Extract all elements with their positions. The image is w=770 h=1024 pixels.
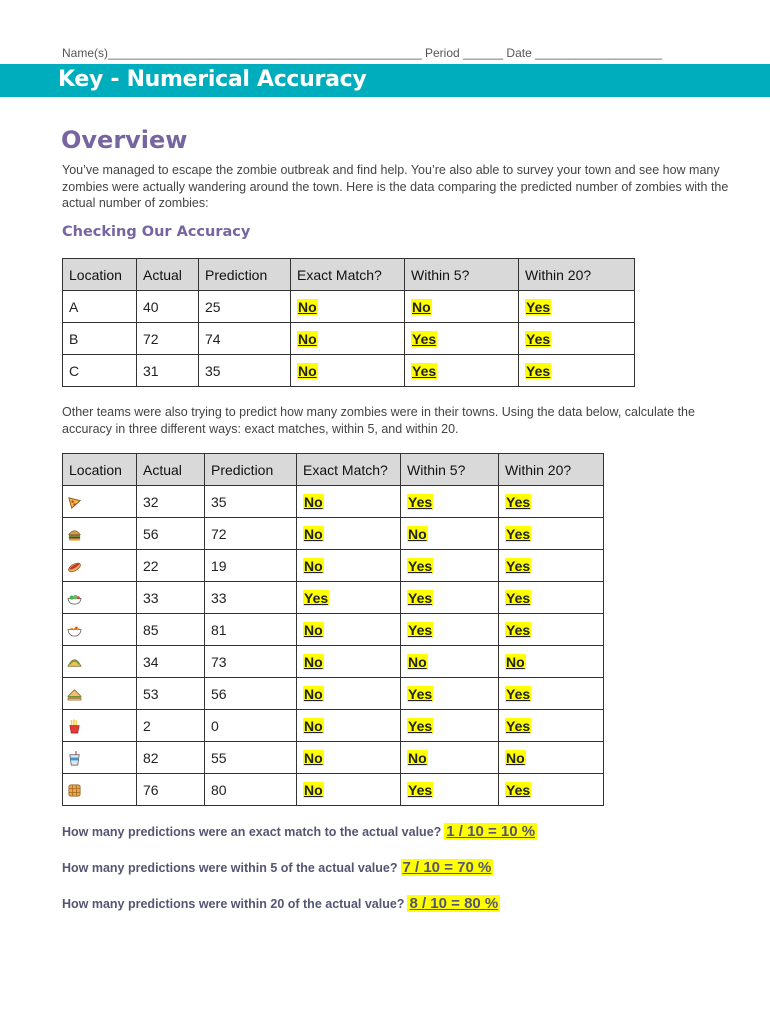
table-cell: 0 (205, 710, 297, 742)
table-cell (401, 710, 499, 742)
answer-highlight: Yes (304, 589, 329, 606)
table-cell: B (63, 323, 137, 355)
page-title: Key - Numerical Accuracy (58, 67, 367, 92)
table-cell: C (63, 355, 137, 387)
table-cell: 76 (137, 774, 205, 806)
instructions-paragraph: Other teams were also trying to predict how many zombies were in their towns. Using the data below, calculate the accuracy in three different ways: exact matches, within 5, and within 20. (62, 405, 695, 436)
table-cell (291, 355, 405, 387)
table-row (63, 678, 604, 710)
answer-highlight: Yes (412, 362, 437, 379)
table-cell: 19 (205, 550, 297, 582)
question-exact-match (62, 823, 537, 840)
table-cell (297, 486, 401, 518)
table-row (63, 742, 604, 774)
table-row (63, 774, 604, 806)
table-cell (499, 742, 604, 774)
pizza-icon (67, 495, 82, 510)
table-cell: 32 (137, 486, 205, 518)
table-cell: 35 (199, 355, 291, 387)
table-cell (297, 678, 401, 710)
table-cell (401, 550, 499, 582)
table-header-row (63, 454, 604, 486)
sandwich-icon (67, 687, 82, 702)
location-icon-cell (63, 582, 137, 614)
table-cell (499, 582, 604, 614)
hotdog-icon (67, 559, 82, 574)
answer-within-5: 7 / 10 = 70 % (402, 859, 492, 876)
answer-highlight: No (304, 653, 323, 670)
column-header: Within 5? (401, 454, 499, 486)
answer-highlight: Yes (408, 557, 433, 574)
table-cell: 82 (137, 742, 205, 774)
table-row (63, 486, 604, 518)
table-row (63, 323, 635, 355)
table-row (63, 582, 604, 614)
table-cell (499, 774, 604, 806)
table-cell (291, 323, 405, 355)
location-icon-cell (63, 646, 137, 678)
answer-exact-match: 1 / 10 = 10 % (446, 823, 536, 840)
table-cell (297, 614, 401, 646)
table-cell (297, 710, 401, 742)
answer-highlight: No (298, 362, 317, 379)
column-header: Exact Match? (291, 259, 405, 291)
fries-icon (67, 719, 82, 734)
table-row (63, 550, 604, 582)
column-header: Within 20? (499, 454, 604, 486)
answer-highlight: No (304, 685, 323, 702)
table-cell (499, 710, 604, 742)
answer-highlight: Yes (526, 362, 551, 379)
answer-highlight: No (298, 330, 317, 347)
section-heading: Checking Our Accuracy (62, 224, 251, 240)
table-cell: 22 (137, 550, 205, 582)
table-cell (499, 678, 604, 710)
answer-highlight: Yes (506, 589, 531, 606)
table-cell (401, 678, 499, 710)
answer-highlight: Yes (506, 717, 531, 734)
answer-highlight: Yes (408, 493, 433, 510)
table-cell: 56 (137, 518, 205, 550)
table-cell: 56 (205, 678, 297, 710)
column-header: Within 20? (519, 259, 635, 291)
burger-icon (67, 527, 82, 542)
table-cell: 33 (205, 582, 297, 614)
answer-highlight: Yes (506, 557, 531, 574)
location-icon-cell (63, 742, 137, 774)
column-header: Prediction (199, 259, 291, 291)
answer-highlight: Yes (506, 781, 531, 798)
location-icon-cell (63, 678, 137, 710)
title-banner (0, 64, 770, 97)
table-cell: 72 (137, 323, 199, 355)
table-row (63, 355, 635, 387)
answer-highlight: Yes (506, 621, 531, 638)
table-row (63, 518, 604, 550)
answer-highlight: Yes (408, 717, 433, 734)
column-header: Within 5? (405, 259, 519, 291)
question-text: How many predictions were within 20 of the actual value? (62, 897, 405, 911)
table-cell: 73 (205, 646, 297, 678)
table-cell: 31 (137, 355, 199, 387)
table-cell (297, 582, 401, 614)
question-within-5 (62, 859, 493, 876)
table-cell (519, 291, 635, 323)
table-header-row (63, 259, 635, 291)
column-header: Actual (137, 454, 205, 486)
answer-highlight: Yes (408, 685, 433, 702)
table-cell: 72 (205, 518, 297, 550)
table-cell (401, 614, 499, 646)
table-cell (401, 518, 499, 550)
answer-highlight: No (408, 525, 427, 542)
answer-highlight: Yes (408, 781, 433, 798)
answer-highlight: No (412, 298, 431, 315)
answer-highlight: Yes (408, 589, 433, 606)
table-cell (297, 550, 401, 582)
table-cell (499, 486, 604, 518)
table-cell (405, 355, 519, 387)
table-cell (405, 323, 519, 355)
answer-highlight: No (304, 621, 323, 638)
column-header: Location (63, 259, 137, 291)
answer-highlight: No (304, 557, 323, 574)
table-cell (499, 518, 604, 550)
table-cell (401, 486, 499, 518)
answer-highlight: Yes (526, 330, 551, 347)
table-cell (401, 582, 499, 614)
table-row (63, 710, 604, 742)
answer-highlight: No (506, 653, 525, 670)
table-cell (291, 291, 405, 323)
table-cell (297, 646, 401, 678)
overview-intro: You’ve managed to escape the zombie outbreak and find help. You’re also able to survey your town and see how many zombies were actually wandering around the town. Here is the data comparing the predicted number of zombies with the actual number of zombies: (62, 163, 729, 210)
answer-within-20: 8 / 10 = 80 % (409, 895, 499, 912)
answer-highlight: Yes (526, 298, 551, 315)
table-cell (405, 291, 519, 323)
table-cell (519, 323, 635, 355)
location-icon-cell (63, 486, 137, 518)
table-cell: 55 (205, 742, 297, 774)
table-cell (401, 742, 499, 774)
table-cell (401, 774, 499, 806)
table-cell: 85 (137, 614, 205, 646)
answer-highlight: Yes (506, 525, 531, 542)
table-cell: 81 (205, 614, 297, 646)
question-within-20 (62, 895, 500, 912)
table-row (63, 646, 604, 678)
table-cell: 2 (137, 710, 205, 742)
answer-highlight: No (304, 493, 323, 510)
table-cell (297, 774, 401, 806)
table-cell (297, 742, 401, 774)
table-cell: 25 (199, 291, 291, 323)
table-cell: 53 (137, 678, 205, 710)
accuracy-table-food (62, 453, 604, 806)
column-header: Prediction (205, 454, 297, 486)
table-cell: A (63, 291, 137, 323)
location-icon-cell (63, 774, 137, 806)
taco-icon (67, 655, 82, 670)
table-row (63, 614, 604, 646)
column-header: Actual (137, 259, 199, 291)
answer-highlight: Yes (506, 685, 531, 702)
salad-icon (67, 591, 82, 606)
answer-highlight: No (298, 298, 317, 315)
name-period-date-line: Name(s)_______________________________________________ Period ______ Date ___________________ (62, 46, 662, 60)
answer-highlight: No (408, 749, 427, 766)
accuracy-table-abc (62, 258, 635, 387)
answer-highlight: No (506, 749, 525, 766)
table-cell: 33 (137, 582, 205, 614)
table-cell (499, 646, 604, 678)
table-cell: 80 (205, 774, 297, 806)
column-header: Location (63, 454, 137, 486)
question-text: How many predictions were within 5 of the actual value? (62, 861, 398, 875)
table-cell (401, 646, 499, 678)
answer-highlight: Yes (412, 330, 437, 347)
answer-highlight: No (408, 653, 427, 670)
location-icon-cell (63, 614, 137, 646)
overview-heading: Overview (61, 126, 188, 154)
answer-highlight: No (304, 525, 323, 542)
waffle-icon (67, 783, 82, 798)
table-cell (519, 355, 635, 387)
table-cell: 34 (137, 646, 205, 678)
drink-cup-icon (67, 751, 82, 766)
noodle-bowl-icon (67, 623, 82, 638)
table-cell (499, 550, 604, 582)
location-icon-cell (63, 518, 137, 550)
table-cell (499, 614, 604, 646)
answer-highlight: Yes (408, 621, 433, 638)
table-cell: 40 (137, 291, 199, 323)
table-cell: 74 (199, 323, 291, 355)
table-row (63, 291, 635, 323)
location-icon-cell (63, 550, 137, 582)
question-text: How many predictions were an exact match to the actual value? (62, 825, 442, 839)
answer-highlight: No (304, 781, 323, 798)
table-cell: 35 (205, 486, 297, 518)
column-header: Exact Match? (297, 454, 401, 486)
table-cell (297, 518, 401, 550)
answer-highlight: No (304, 749, 323, 766)
location-icon-cell (63, 710, 137, 742)
answer-highlight: Yes (506, 493, 531, 510)
answer-highlight: No (304, 717, 323, 734)
